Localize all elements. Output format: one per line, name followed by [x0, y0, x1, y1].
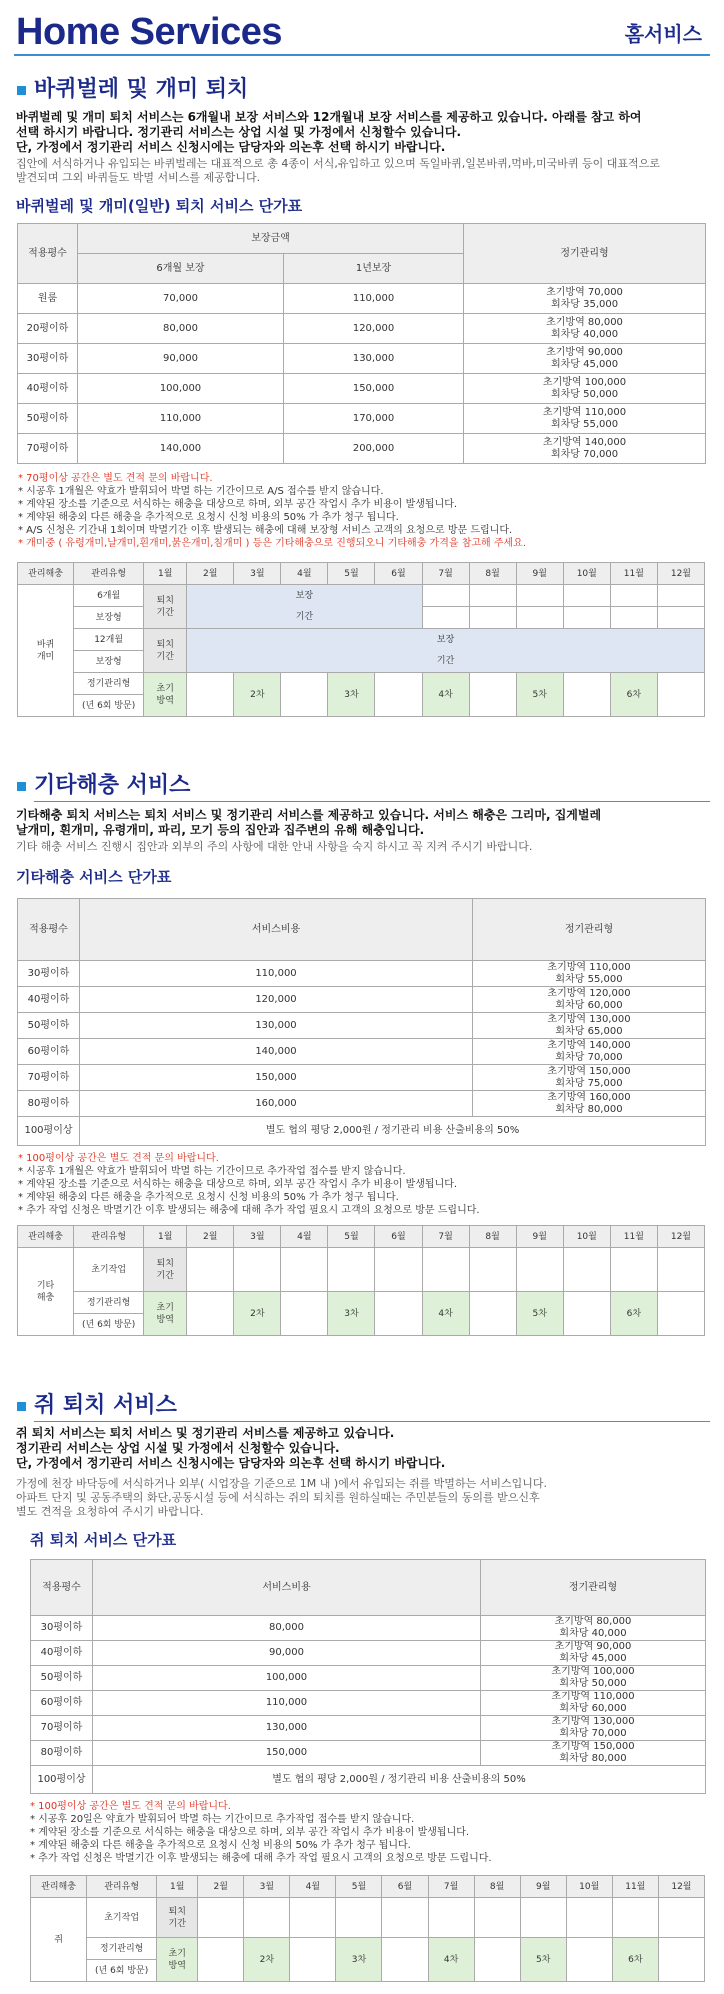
cell-size: 30평이하 [18, 344, 78, 374]
per-round-price: 회차당 45,000 [559, 1653, 627, 1664]
intro-line: 날개미, 흰개미, 유령개미, 파리, 모기 등의 집안과 집주변의 유해 해충입니다. [16, 823, 425, 837]
table-row [18, 374, 706, 404]
month-header: 7월 [422, 563, 469, 585]
section-heading [0, 74, 724, 106]
round-cell: 2차 [234, 673, 281, 717]
table-row [18, 434, 706, 464]
intro-line: 기타 해충 서비스 진행시 집안과 외부의 주의 사항에 대한 안내 사항을 숙지 하시고 꼭 지켜 주시기 바랍니다. [16, 840, 533, 853]
month-header: 12월 [658, 1876, 704, 1898]
note-item: * 계약된 해충외 다른 해충을 추가적으로 요청시 신청 비용의 50% 가 추가 청구 됩니다. [18, 512, 399, 523]
pest-label: 기타 해충 [18, 1248, 74, 1336]
type-label: 정기관리형 [87, 1938, 157, 1960]
empty-month-cell [657, 1292, 704, 1336]
note-item: * 시공후 1개월은 약효가 발휘되어 박멸 하는 기간이므로 A/S 접수를 받지 않습니다. [18, 486, 384, 497]
month-header: 2월 [198, 1876, 244, 1898]
section-other-pests [0, 770, 724, 1336]
initial-price: 초기방역 110,000 [551, 1691, 635, 1702]
schedule-table [30, 1875, 705, 1982]
initial-price: 초기방역 110,000 [547, 961, 631, 973]
per-round-price: 회차당 80,000 [555, 1103, 623, 1115]
cell-regular [473, 1039, 706, 1065]
round-cell: 5차 [516, 673, 563, 717]
schedule-table [17, 562, 705, 717]
th-type: 관리유형 [74, 563, 144, 585]
note-item: * 70평이상 공간은 별도 견적 문의 바랍니다. [18, 473, 213, 484]
empty-month-cell [187, 1292, 234, 1336]
initial-price: 초기방역 70,000 [546, 286, 623, 298]
month-header: 8월 [469, 563, 516, 585]
type-label: (년 6회 방문) [74, 695, 144, 717]
cell-size: 80평이하 [18, 1091, 80, 1117]
th-regular: 정기관리형 [481, 1560, 706, 1616]
bullet-square-icon [17, 782, 26, 791]
price-table-title: 기타해충 서비스 단가표 [16, 868, 172, 886]
month-header: 3월 [234, 563, 281, 585]
cell-regular [481, 1641, 706, 1666]
per-round-price: 회차당 60,000 [555, 999, 623, 1011]
cell-size: 70평이하 [18, 434, 78, 464]
cell-size: 60평이하 [31, 1691, 93, 1716]
table-row [18, 284, 706, 314]
cell-size: 80평이하 [31, 1741, 93, 1766]
empty-month-cell [566, 1938, 612, 1982]
note-item: * 100평이상 공간은 별도 견적 문의 바랍니다. [30, 1801, 231, 1812]
per-round-price: 회차당 55,000 [555, 973, 623, 985]
cell-cost: 140,000 [80, 1039, 473, 1065]
round-cell: 4차 [428, 1938, 474, 1982]
round-cell: 3차 [328, 673, 375, 717]
cell-cost: 160,000 [80, 1091, 473, 1117]
type-label: 12개월 [74, 629, 144, 651]
intro-line: 발견되며 그외 바퀴들도 박멸 서비스를 제공합니다. [16, 171, 261, 184]
table-row [18, 1091, 706, 1117]
cell-1year: 120,000 [284, 314, 464, 344]
section-divider [34, 1421, 710, 1422]
note-item: * 시공후 1개월은 약효가 발휘되어 박멸 하는 기간이므로 추가작업 접수를 받지 않습니다. [18, 1166, 406, 1177]
section-title: 쥐 퇴치 서비스 [34, 1393, 177, 1418]
per-round-price: 회차당 70,000 [555, 1051, 623, 1063]
cell-6month: 80,000 [78, 314, 284, 344]
price-table-title: 쥐 퇴치 서비스 단가표 [30, 1531, 177, 1549]
th-size: 적용평수 [18, 899, 80, 961]
initial-price: 초기방역 80,000 [554, 1616, 632, 1627]
per-round-price: 회차당 70,000 [559, 1728, 627, 1739]
initial-price: 초기방역 130,000 [547, 1013, 631, 1025]
cell-cost: 150,000 [93, 1741, 481, 1766]
round-cell: 5차 [520, 1938, 566, 1982]
cell-1year: 150,000 [284, 374, 464, 404]
note-item: * 시공후 20일은 약효가 발휘되어 박멸 하는 기간이므로 추가작업 접수를 받지 않습니다. [30, 1814, 415, 1825]
initial-price: 초기방역 150,000 [551, 1741, 635, 1752]
th-size: 적용평수 [31, 1560, 93, 1616]
table-row [18, 404, 706, 434]
section-intro-bold [0, 808, 724, 838]
cell-size: 40평이하 [18, 374, 78, 404]
price-table-title: 바퀴벌레 및 개미(일반) 퇴치 서비스 단가표 [16, 197, 303, 215]
empty-month-cell [281, 673, 328, 717]
month-header: 8월 [469, 1226, 516, 1248]
month-header: 4월 [281, 563, 328, 585]
initial-price: 초기방역 140,000 [547, 1039, 631, 1051]
cell-regular [464, 374, 706, 404]
cell-regular [473, 1065, 706, 1091]
note-item: * 추가 작업 신청은 박멸기간 이후 발생되는 해충에 대해 추가 작업 필요시 고객의 요청으로 방문 드립니다. [18, 1205, 480, 1216]
intro-line: 선택 하시기 바랍니다. 정기관리 서비스는 상업 시설 및 가정에서 신청할수 있습니다. [16, 125, 462, 139]
cell-size: 50평이하 [18, 1013, 80, 1039]
cell-cost: 150,000 [80, 1065, 473, 1091]
month-header: 11월 [610, 563, 657, 585]
intro-line: 가정에 천장 바닥등에 서식하거나 외부( 시업장을 기준으로 1M 내 )에서 유입되는 쥐를 박멸하는 서비스입니다. [16, 1477, 547, 1490]
table-row [31, 1666, 706, 1691]
month-header: 9월 [516, 563, 563, 585]
intro-line: 기타해충 퇴치 서비스는 퇴치 서비스 및 정기관리 서비스를 제공하고 있습니다. 서비스 해충은 그리마, 집게벌레 [16, 808, 602, 822]
cell-size: 100평이상 [31, 1766, 93, 1794]
month-header: 10월 [563, 563, 610, 585]
table-row [18, 987, 706, 1013]
empty-month-cell [281, 1292, 328, 1336]
section-heading [0, 770, 724, 802]
month-header: 1월 [144, 1226, 187, 1248]
schedule-table [17, 1225, 705, 1336]
intro-line: 단, 가정에서 정기관리 서비스 신청시에는 담당자와 의논후 선택 하시기 바랍니다. [16, 1456, 446, 1470]
section-rodent [0, 1390, 724, 1982]
round-cell: 5차 [516, 1292, 563, 1336]
cell-size: 50평이하 [31, 1666, 93, 1691]
cell-regular [473, 1013, 706, 1039]
empty-month-cell [187, 673, 234, 717]
per-round-price: 회차당 70,000 [550, 448, 619, 460]
cell-size: 40평이하 [18, 987, 80, 1013]
empty-month-cell [658, 1938, 704, 1982]
type-label: 보장형 [74, 607, 144, 629]
type-label: (년 6회 방문) [87, 1960, 157, 1982]
guarantee-cell: 보장 [187, 585, 422, 607]
initial-price: 초기방역 100,000 [542, 376, 627, 388]
per-round-price: 회차당 35,000 [550, 298, 619, 310]
round-cell: 2차 [244, 1938, 290, 1982]
price-table [17, 223, 706, 464]
cell-6month: 90,000 [78, 344, 284, 374]
cell-regular [464, 404, 706, 434]
empty-month-cell [198, 1938, 244, 1982]
note-item: * 계약된 장소를 기준으로 서식하는 해충을 대상으로 하며, 외부 공간 작업시 추가 비용이 발생됩니다. [30, 1827, 470, 1838]
month-header: 8월 [474, 1876, 520, 1898]
month-header: 6월 [375, 563, 422, 585]
page-header [0, 0, 724, 60]
cell-regular [464, 314, 706, 344]
per-round-price: 회차당 40,000 [550, 328, 619, 340]
initial-price: 초기방역 150,000 [547, 1065, 631, 1077]
initial-price: 초기방역 140,000 [542, 436, 627, 448]
type-label: 정기관리형 [74, 673, 144, 695]
empty-month-cell [469, 1292, 516, 1336]
month-header: 1월 [144, 563, 187, 585]
round-cell: 3차 [328, 1292, 375, 1336]
cell-size: 30평이하 [31, 1616, 93, 1641]
cell-6month: 110,000 [78, 404, 284, 434]
table-row [18, 1039, 706, 1065]
th-cost: 서비스비용 [80, 899, 473, 961]
cell-regular [473, 1091, 706, 1117]
cell-cost: 90,000 [93, 1641, 481, 1666]
cell-regular [481, 1691, 706, 1716]
cell-regular [481, 1716, 706, 1741]
kill-period-cell: 퇴치 기간 [144, 1248, 187, 1292]
th-pest: 관리해충 [18, 563, 74, 585]
empty-month-cell [375, 1292, 422, 1336]
empty-month-cell [474, 1938, 520, 1982]
round-cell: 6차 [610, 1292, 657, 1336]
kill-period-cell: 퇴치 기간 [144, 585, 187, 629]
month-header: 4월 [290, 1876, 336, 1898]
month-header: 10월 [563, 1226, 610, 1248]
month-header: 2월 [187, 563, 234, 585]
table-row [31, 1716, 706, 1741]
month-header: 9월 [516, 1226, 563, 1248]
month-header: 5월 [328, 1226, 375, 1248]
bullet-square-icon [17, 1402, 26, 1411]
empty-month-cell [382, 1938, 428, 1982]
round-cell: 4차 [422, 1292, 469, 1336]
page-subtitle: 홈서비스 [624, 22, 702, 46]
cell-cost: 110,000 [80, 961, 473, 987]
round-cell: 3차 [336, 1938, 382, 1982]
empty-month-cell [469, 673, 516, 717]
round-cell: 2차 [234, 1292, 281, 1336]
section-heading [0, 1390, 724, 1422]
section-divider [34, 801, 710, 802]
month-header: 9월 [520, 1876, 566, 1898]
header-divider [14, 54, 710, 56]
month-header: 7월 [428, 1876, 474, 1898]
th-6month: 6개월 보장 [78, 254, 284, 284]
table-row [18, 314, 706, 344]
th-amount: 보장금액 [78, 224, 464, 254]
cell-cost: 130,000 [80, 1013, 473, 1039]
initial-treatment-cell: 초기 방역 [144, 673, 187, 717]
month-header: 2월 [187, 1226, 234, 1248]
round-cell: 4차 [422, 673, 469, 717]
month-header: 12월 [657, 1226, 704, 1248]
cell-1year: 200,000 [284, 434, 464, 464]
cell-note: 별도 협의 평당 2,000원 / 정기관리 비용 산출비용의 50% [93, 1766, 706, 1794]
cell-1year: 130,000 [284, 344, 464, 374]
cell-1year: 110,000 [284, 284, 464, 314]
cell-cost: 130,000 [93, 1716, 481, 1741]
intro-line: 아파트 단지 및 공동주택의 화단,공동시설 등에 서식하는 쥐의 퇴치를 원하실때는 주민분들의 동의를 받으신후 [16, 1491, 540, 1504]
empty-month-cell [563, 1292, 610, 1336]
initial-price: 초기방역 110,000 [542, 406, 627, 418]
cell-regular [473, 987, 706, 1013]
month-header: 11월 [612, 1876, 658, 1898]
month-header: 4월 [281, 1226, 328, 1248]
section-intro-bold [0, 110, 724, 155]
per-round-price: 회차당 50,000 [559, 1678, 627, 1689]
initial-price: 초기방역 100,000 [551, 1666, 635, 1677]
empty-month-cell [290, 1938, 336, 1982]
table-row [31, 1691, 706, 1716]
intro-line: 바퀴벌레 및 개미 퇴치 서비스는 6개월내 보장 서비스와 12개월내 보장 서비스를 제공하고 있습니다. 아래를 참고 하여 [16, 110, 642, 124]
section-title: 바퀴벌레 및 개미 퇴치 [34, 77, 249, 102]
per-round-price: 회차당 50,000 [550, 388, 619, 400]
page-title: Home Services [16, 11, 282, 53]
intro-line: 집안에 서식하거나 유입되는 바퀴벌레는 대표적으로 총 4종이 서식,유입하고 있으며 독일바퀴,일본바퀴,먹바,미국바퀴 등이 대표적으로 [16, 157, 660, 170]
period-cell: 기간 [187, 607, 422, 629]
notes-list [0, 1152, 724, 1217]
kill-period-cell: 퇴치 기간 [157, 1898, 198, 1938]
initial-treatment-cell: 초기 방역 [144, 1292, 187, 1336]
th-type: 관리유형 [87, 1876, 157, 1898]
intro-line: 단, 가정에서 정기관리 서비스 신청시에는 담당자와 의논후 선택 하시기 바랍니다. [16, 140, 446, 154]
cell-size: 70평이하 [18, 1065, 80, 1091]
section-title: 기타해충 서비스 [34, 773, 191, 798]
month-header: 11월 [610, 1226, 657, 1248]
th-type: 관리유형 [74, 1226, 144, 1248]
initial-price: 초기방역 90,000 [546, 346, 623, 358]
round-cell: 6차 [610, 673, 657, 717]
price-table [17, 898, 706, 1146]
note-item: * 추가 작업 신청은 박멸기간 이후 발생되는 해충에 대해 추가 작업 필요시 고객의 요청으로 방문 드립니다. [30, 1853, 492, 1864]
cell-cost: 120,000 [80, 987, 473, 1013]
per-round-price: 회차당 45,000 [550, 358, 619, 370]
cell-1year: 170,000 [284, 404, 464, 434]
empty-month-cell [563, 673, 610, 717]
intro-line: 별도 견적을 요청하여 주시기 바랍니다. [16, 1505, 204, 1518]
cell-regular [481, 1741, 706, 1766]
month-header: 6월 [382, 1876, 428, 1898]
empty-month-cell [657, 673, 704, 717]
cell-size: 원룸 [18, 284, 78, 314]
th-pest: 관리해충 [18, 1226, 74, 1248]
note-item: * 100평이상 공간은 별도 견적 문의 바랍니다. [18, 1153, 219, 1164]
per-round-price: 회차당 60,000 [559, 1703, 627, 1714]
section-intro-normal [0, 157, 724, 185]
note-item: * 계약된 해충외 다른 해충을 추가적으로 요청시 신청 비용의 50% 가 추가 청구 됩니다. [18, 1192, 399, 1203]
th-1year: 1년보장 [284, 254, 464, 284]
cell-regular [481, 1666, 706, 1691]
month-header: 6월 [375, 1226, 422, 1248]
cell-6month: 100,000 [78, 374, 284, 404]
cell-note: 별도 협의 평당 2,000원 / 정기관리 비용 산출비용의 50% [80, 1117, 706, 1146]
table-row [18, 961, 706, 987]
th-regular: 정기관리형 [473, 899, 706, 961]
note-item: * 계약된 장소를 기준으로 서식하는 해충을 대상으로 하며, 외부 공간 작업시 추가 비용이 발생됩니다. [18, 499, 458, 510]
type-label: (년 6회 방문) [74, 1314, 144, 1336]
per-round-price: 회차당 55,000 [550, 418, 619, 430]
cell-regular [464, 434, 706, 464]
cell-regular [464, 344, 706, 374]
period-cell: 기간 [187, 651, 705, 673]
cell-6month: 140,000 [78, 434, 284, 464]
bullet-square-icon [17, 86, 26, 95]
table-row [18, 344, 706, 374]
cell-cost: 80,000 [93, 1616, 481, 1641]
type-label: 초기작업 [87, 1898, 157, 1938]
initial-price: 초기방역 120,000 [547, 987, 631, 999]
kill-period-cell: 퇴치 기간 [144, 629, 187, 673]
month-header: 1월 [157, 1876, 198, 1898]
th-cost: 서비스비용 [93, 1560, 481, 1616]
note-item: * 개미중 ( 유령개미,날개미,흰개미,붉은개미,침개미 ) 등은 기타해충으로 진행되오니 기타해충 가격을 참고해 주세요. [18, 538, 527, 549]
th-pest: 관리해충 [31, 1876, 87, 1898]
cell-regular [464, 284, 706, 314]
cell-size: 50평이하 [18, 404, 78, 434]
type-label: 초기작업 [74, 1248, 144, 1292]
pest-label: 쥐 [31, 1898, 87, 1982]
table-row [31, 1641, 706, 1666]
cell-cost: 100,000 [93, 1666, 481, 1691]
cell-cost: 110,000 [93, 1691, 481, 1716]
cell-size: 70평이하 [31, 1716, 93, 1741]
section-intro-normal [0, 840, 724, 854]
cell-size: 20평이하 [18, 314, 78, 344]
cell-regular [481, 1616, 706, 1641]
notes-list [0, 1800, 724, 1865]
cell-size: 40평이하 [31, 1641, 93, 1666]
table-row [31, 1616, 706, 1641]
per-round-price: 회차당 40,000 [559, 1628, 627, 1639]
intro-line: 정기관리 서비스는 상업 시설 및 가정에서 신청할수 있습니다. [16, 1441, 340, 1455]
round-cell: 6차 [612, 1938, 658, 1982]
per-round-price: 회차당 65,000 [555, 1025, 623, 1037]
month-header: 12월 [657, 563, 704, 585]
type-label: 보장형 [74, 651, 144, 673]
type-label: 6개월 [74, 585, 144, 607]
note-item: * A/S 신청은 기간내 1회이며 박멸기간 이후 발생되는 해충에 대해 보장형 서비스 고객의 요청으로 방문 드립니다. [18, 525, 513, 536]
initial-price: 초기방역 130,000 [551, 1716, 635, 1727]
month-header: 5월 [328, 563, 375, 585]
initial-price: 초기방역 90,000 [554, 1641, 632, 1652]
price-table [30, 1559, 706, 1794]
th-size: 적용평수 [18, 224, 78, 284]
section-intro-bold [0, 1426, 724, 1471]
month-header: 3월 [234, 1226, 281, 1248]
month-header: 5월 [336, 1876, 382, 1898]
cell-6month: 70,000 [78, 284, 284, 314]
note-item: * 계약된 장소를 기준으로 서식하는 해충을 대상으로 하며, 외부 공간 작업시 추가 비용이 발생됩니다. [18, 1179, 458, 1190]
table-row [31, 1741, 706, 1766]
cell-size: 100평이상 [18, 1117, 80, 1146]
month-header: 7월 [422, 1226, 469, 1248]
initial-price: 초기방역 160,000 [547, 1091, 631, 1103]
cell-regular [473, 961, 706, 987]
section-cockroach-ant [0, 74, 724, 717]
pest-label: 바퀴 개미 [18, 585, 74, 717]
per-round-price: 회차당 75,000 [555, 1077, 623, 1089]
th-regular: 정기관리형 [464, 224, 706, 284]
initial-treatment-cell: 초기 방역 [157, 1938, 198, 1982]
table-row [18, 1065, 706, 1091]
guarantee-cell: 보장 [187, 629, 705, 651]
note-item: * 계약된 해충외 다른 해충을 추가적으로 요청시 신청 비용의 50% 가 추가 청구 됩니다. [30, 1840, 411, 1851]
initial-price: 초기방역 80,000 [546, 316, 623, 328]
empty-month-cell [375, 673, 422, 717]
per-round-price: 회차당 80,000 [559, 1753, 627, 1764]
section-intro-normal [0, 1477, 724, 1519]
table-row [18, 1013, 706, 1039]
intro-line: 쥐 퇴치 서비스는 퇴치 서비스 및 정기관리 서비스를 제공하고 있습니다. [16, 1426, 395, 1440]
cell-size: 30평이하 [18, 961, 80, 987]
notes-list [0, 472, 724, 550]
type-label: 정기관리형 [74, 1292, 144, 1314]
month-header: 3월 [244, 1876, 290, 1898]
cell-size: 60평이하 [18, 1039, 80, 1065]
month-header: 10월 [566, 1876, 612, 1898]
